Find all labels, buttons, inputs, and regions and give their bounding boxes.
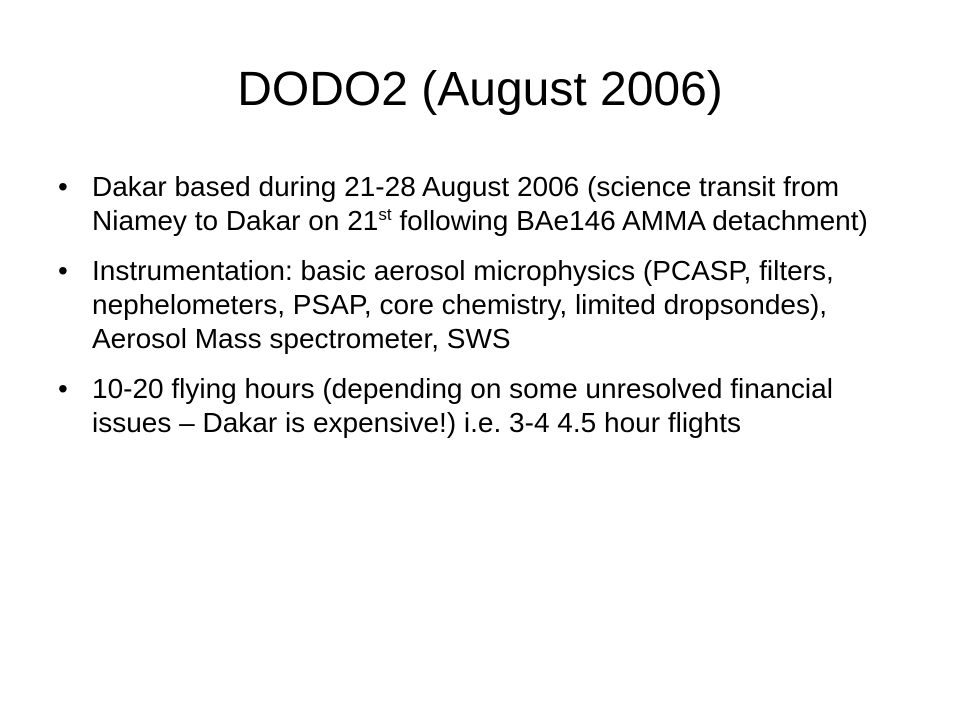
bullet-text [92, 171, 868, 236]
bullet-list [58, 170, 908, 456]
ordinal-superscript: st [378, 205, 392, 224]
bullet-icon: • [58, 373, 68, 404]
bullet-text-part: Dakar based during 21-28 August 2006 (science transit from Niamey to Dakar on 21 [92, 171, 840, 236]
bullet-icon: • [58, 171, 68, 202]
slide-title: DODO2 (August 2006) [237, 63, 723, 116]
bullet-icon: • [58, 255, 68, 286]
bullet-item-instrumentation [58, 254, 908, 356]
bullet-item-flying-hours [58, 372, 908, 440]
bullet-text: Instrumentation: basic aerosol microphysics (PCASP, filters, nephelometers, PSAP, core chemistry, limited dropsondes), Aerosol Mass spectrometer, SWS [92, 255, 834, 354]
bullet-item-dakar [58, 170, 908, 238]
bullet-text-part: following BAe146 AMMA detachment) [391, 205, 868, 236]
bullet-text: 10-20 flying hours (depending on some unresolved financial issues – Dakar is expensive!) i.e. 3-4 4.5 hour flights [92, 373, 833, 438]
